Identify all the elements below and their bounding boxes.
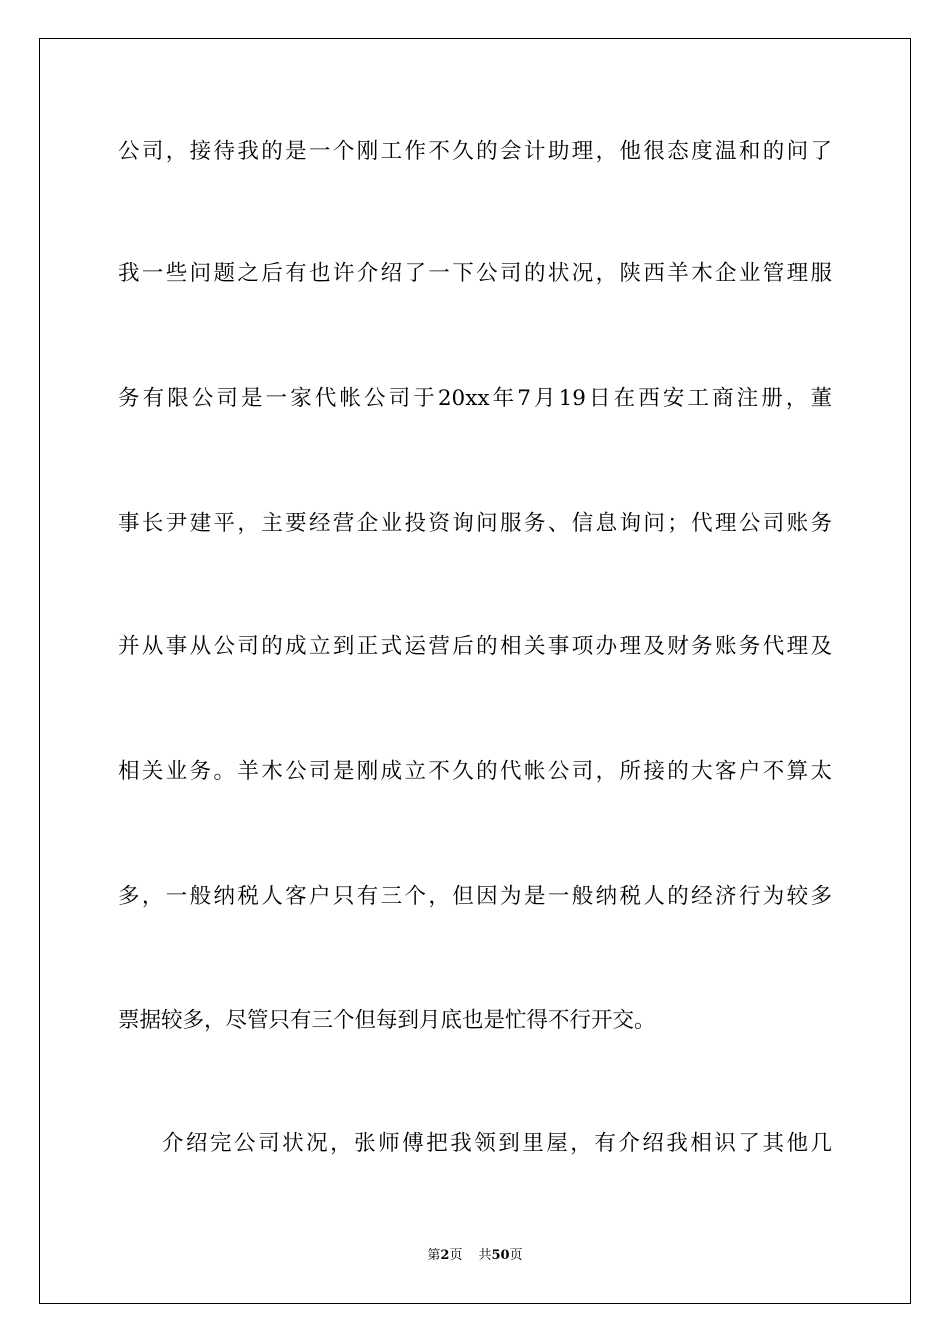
text-line-7: 多，一般纳税人客户只有三个，但因为是一般纳税人的经济行为较多 [118,884,832,909]
text-line-9: 介绍完公司状况，张师傅把我领到里屋，有介绍我相识了其他几 [162,1131,832,1156]
page-footer [0,1246,950,1266]
text-line-4: 事长尹建平，主要经营企业投资询问服务、信息询问；代理公司账务 [118,511,832,536]
page-suffix: 页 [449,1248,463,1263]
text-line-3: 务有限公司是一家代帐公司于20xx年7月19日在西安工商注册，董 [118,386,832,411]
total-suffix: 页 [509,1248,523,1263]
total-page-count: 50 [491,1248,510,1263]
page-number-label [427,1246,462,1266]
text-line-8: 票据较多，尽管只有三个但每到月底也是忙得不行开交。 [118,1008,656,1033]
text-line-6: 相关业务。羊木公司是刚成立不久的代帐公司，所接的大客户不算太 [118,759,832,784]
current-page-number: 2 [440,1248,450,1263]
page-border [39,38,911,1304]
text-line-1: 公司，接待我的是一个刚工作不久的会计助理，他很态度温和的问了 [118,139,832,164]
text-line-5: 并从事从公司的成立到正式运营后的相关事项办理及财务账务代理及 [118,634,832,659]
total-prefix: 共 [478,1248,492,1263]
page-prefix: 第 [427,1248,441,1263]
total-pages-label [478,1246,522,1266]
text-line-2: 我一些问题之后有也许介绍了一下公司的状况，陕西羊木企业管理服 [118,261,832,286]
